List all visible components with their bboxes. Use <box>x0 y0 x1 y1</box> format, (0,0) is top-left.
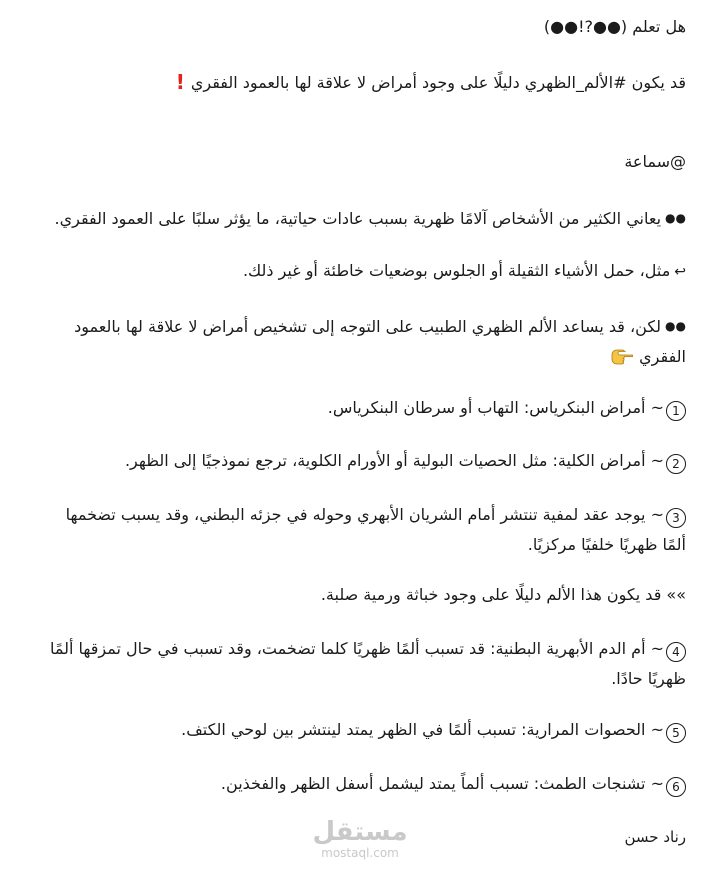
list-item-text: ~ أم الدم الأبهرية البطنية: قد تسبب ألمًا ظهريًا كلما تضخمت، وقد تسبب في حال تمزقها ألمًا ظهريًا حادًا. <box>49 639 686 688</box>
list-item-text: ~ أمراض البنكرياس: التهاب أو سرطان البنكرياس. <box>327 398 664 417</box>
list-item <box>42 393 686 423</box>
page-title: هل تعلم (●●?!●●) <box>543 17 686 36</box>
note-text: »» قد يكون هذا الألم دليلًا على وجود خباثة ورمية صلبة. <box>320 585 686 604</box>
list-item <box>42 769 686 799</box>
list-item-text: ~ تشنجات الطمث: تسبب ألماً يمتد ليشمل أسفل الظهر والفخذين. <box>220 774 664 793</box>
exclamation-icon: ! <box>175 70 185 94</box>
number-3-icon: 3 <box>666 508 686 528</box>
list-item <box>42 634 686 694</box>
headline-line <box>42 67 686 98</box>
number-4-icon: 4 <box>666 642 686 662</box>
list-item-text: ~ يوجد عقد لمفية تنتشر أمام الشريان الأبهري وحوله في جزئه البطني، وقد يسبب تضخمها ألمًا ظهريًا خلفيًا مركزيًا. <box>65 505 686 554</box>
title-line <box>42 12 686 42</box>
intro-paragraph-1 <box>42 203 686 234</box>
example-text: مثل، حمل الأشياء الثقيلة أو الجلوس بوضعيات خاطئة أو غير ذلك. <box>242 261 671 280</box>
source-mention: @سماعة <box>624 152 686 171</box>
headline-text: قد يكون #الألم_الظهري دليلًا على وجود أمراض لا علاقة لها بالعمود الفقري <box>190 73 686 92</box>
arrow-icon: ↩ <box>674 264 686 280</box>
mostaql-watermark <box>312 818 408 860</box>
example-line <box>42 256 686 287</box>
number-5-icon: 5 <box>666 723 686 743</box>
number-6-icon: 6 <box>666 777 686 797</box>
bullet-dots-icon: ●● <box>665 211 686 225</box>
author-name: رناد حسن <box>624 828 686 846</box>
note-line <box>42 580 686 610</box>
list-item-text: ~ أمراض الكلية: مثل الحصيات البولية أو الأورام الكلوية، ترجع نموذجيًا إلى الظهر. <box>124 451 664 470</box>
bullet-dots-icon: ●● <box>665 319 686 333</box>
intro-text-1: يعاني الكثير من الأشخاص آلامًا ظهرية بسبب عادات حياتية، ما يؤثر سلبًا على العمود الفقري. <box>54 209 662 228</box>
source-line <box>42 147 686 177</box>
number-1-icon: 1 <box>666 401 686 421</box>
list-item-text: ~ الحصوات المرارية: تسبب ألمًا في الظهر يمتد لينتشر بين لوحي الكتف. <box>181 720 664 739</box>
intro-text-2: لكن، قد يساعد الألم الظهري الطبيب على التوجه إلى تشخيص أمراض لا علاقة لها بالعمود الفقري <box>74 317 686 366</box>
watermark-url: mostaql.com <box>321 846 399 860</box>
intro-paragraph-2 <box>42 311 686 372</box>
list-item <box>42 500 686 560</box>
watermark-logo-text: مستقل <box>312 817 408 847</box>
pointing-hand-icon <box>611 349 633 365</box>
list-item <box>42 446 686 476</box>
number-2-icon: 2 <box>666 454 686 474</box>
list-item <box>42 715 686 745</box>
